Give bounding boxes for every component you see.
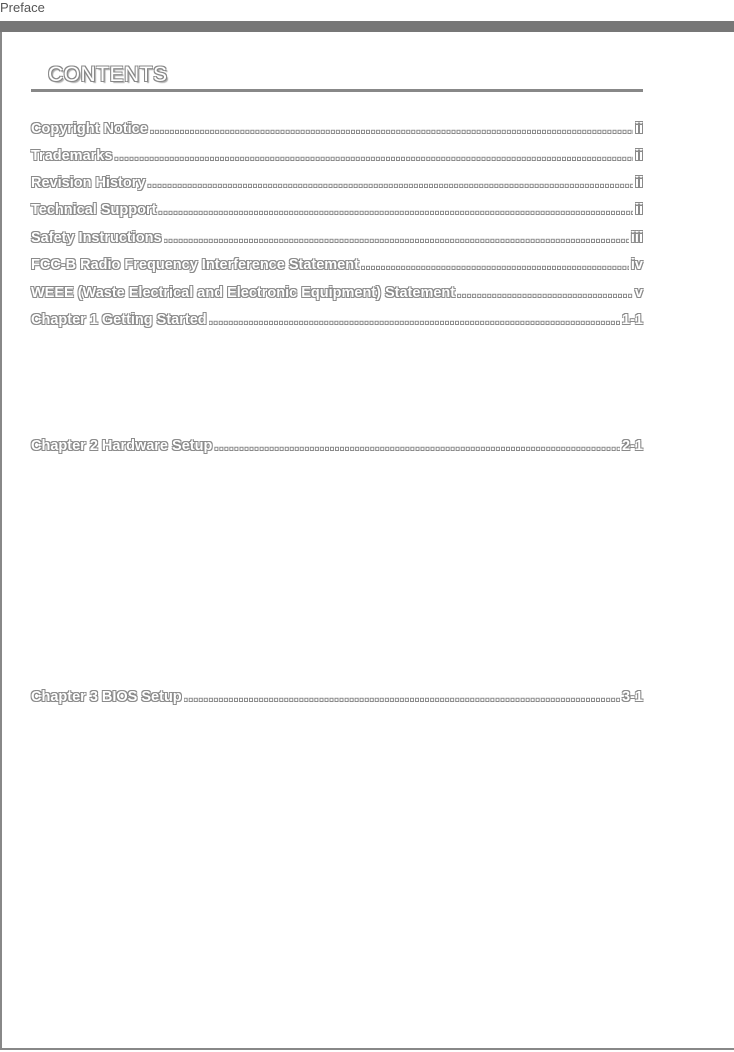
toc-entry-page: 1-1 (622, 312, 643, 328)
toc-entry-fcc-b-statement[interactable] (31, 257, 643, 277)
toc-leader-dots (184, 689, 620, 705)
toc-entry-chapter-2[interactable] (31, 438, 643, 458)
toc-entry-title: Chapter 1 Getting Started (31, 312, 207, 328)
toc-entry-title: Trademarks (31, 148, 113, 164)
toc-leader-dots (150, 121, 633, 137)
toc-leader-dots (361, 257, 629, 273)
toc-entry-page: ii (634, 148, 643, 164)
toc-entry-title: Copyright Notice (31, 121, 148, 137)
toc-entry-title: Chapter 3 BIOS Setup (31, 689, 182, 705)
toc-leader-dots (164, 230, 629, 246)
page-frame-bottom (0, 1048, 734, 1050)
header-section-label: Preface (0, 0, 45, 15)
toc-entry-page: ii (634, 121, 643, 137)
toc-leader-dots (209, 312, 620, 328)
toc-entry-revision-history[interactable] (31, 175, 643, 195)
toc-leader-dots (457, 285, 633, 301)
toc-leader-dots (214, 438, 620, 454)
toc-entry-title: Technical Support (31, 202, 157, 218)
toc-entry-safety-instructions[interactable] (31, 230, 643, 250)
toc-entry-title: Revision History (31, 175, 146, 191)
toc-entry-copyright[interactable] (31, 121, 643, 141)
header-bar (0, 21, 734, 32)
toc-entry-page: 2-1 (622, 438, 643, 454)
toc-entry-page: ii (634, 202, 643, 218)
toc-entry-page: ii (634, 175, 643, 191)
toc-entry-title: FCC-B Radio Frequency Interference Statement (31, 257, 359, 273)
toc-leader-dots (158, 202, 633, 218)
toc-entry-page: 3-1 (622, 689, 643, 705)
contents-title: CONTENTS (48, 63, 168, 86)
toc-entry-chapter-3[interactable] (31, 689, 643, 709)
toc-entry-page: iv (630, 257, 643, 273)
toc-leader-dots (147, 175, 633, 191)
toc-entry-trademarks[interactable] (31, 148, 643, 168)
page-frame-left (0, 32, 2, 1050)
toc-entry-weee-statement[interactable] (31, 285, 643, 305)
toc-entry-page: iii (630, 230, 643, 246)
toc-leader-dots (114, 148, 633, 164)
toc-entry-title: Safety Instructions (31, 230, 162, 246)
toc-entry-page: v (634, 285, 643, 301)
toc-entry-technical-support[interactable] (31, 202, 643, 222)
toc-entry-title: Chapter 2 Hardware Setup (31, 438, 213, 454)
toc-entry-chapter-1[interactable] (31, 312, 643, 332)
title-rule (31, 89, 643, 92)
toc-entry-title: WEEE (Waste Electrical and Electronic Equipment) Statement (31, 285, 456, 301)
